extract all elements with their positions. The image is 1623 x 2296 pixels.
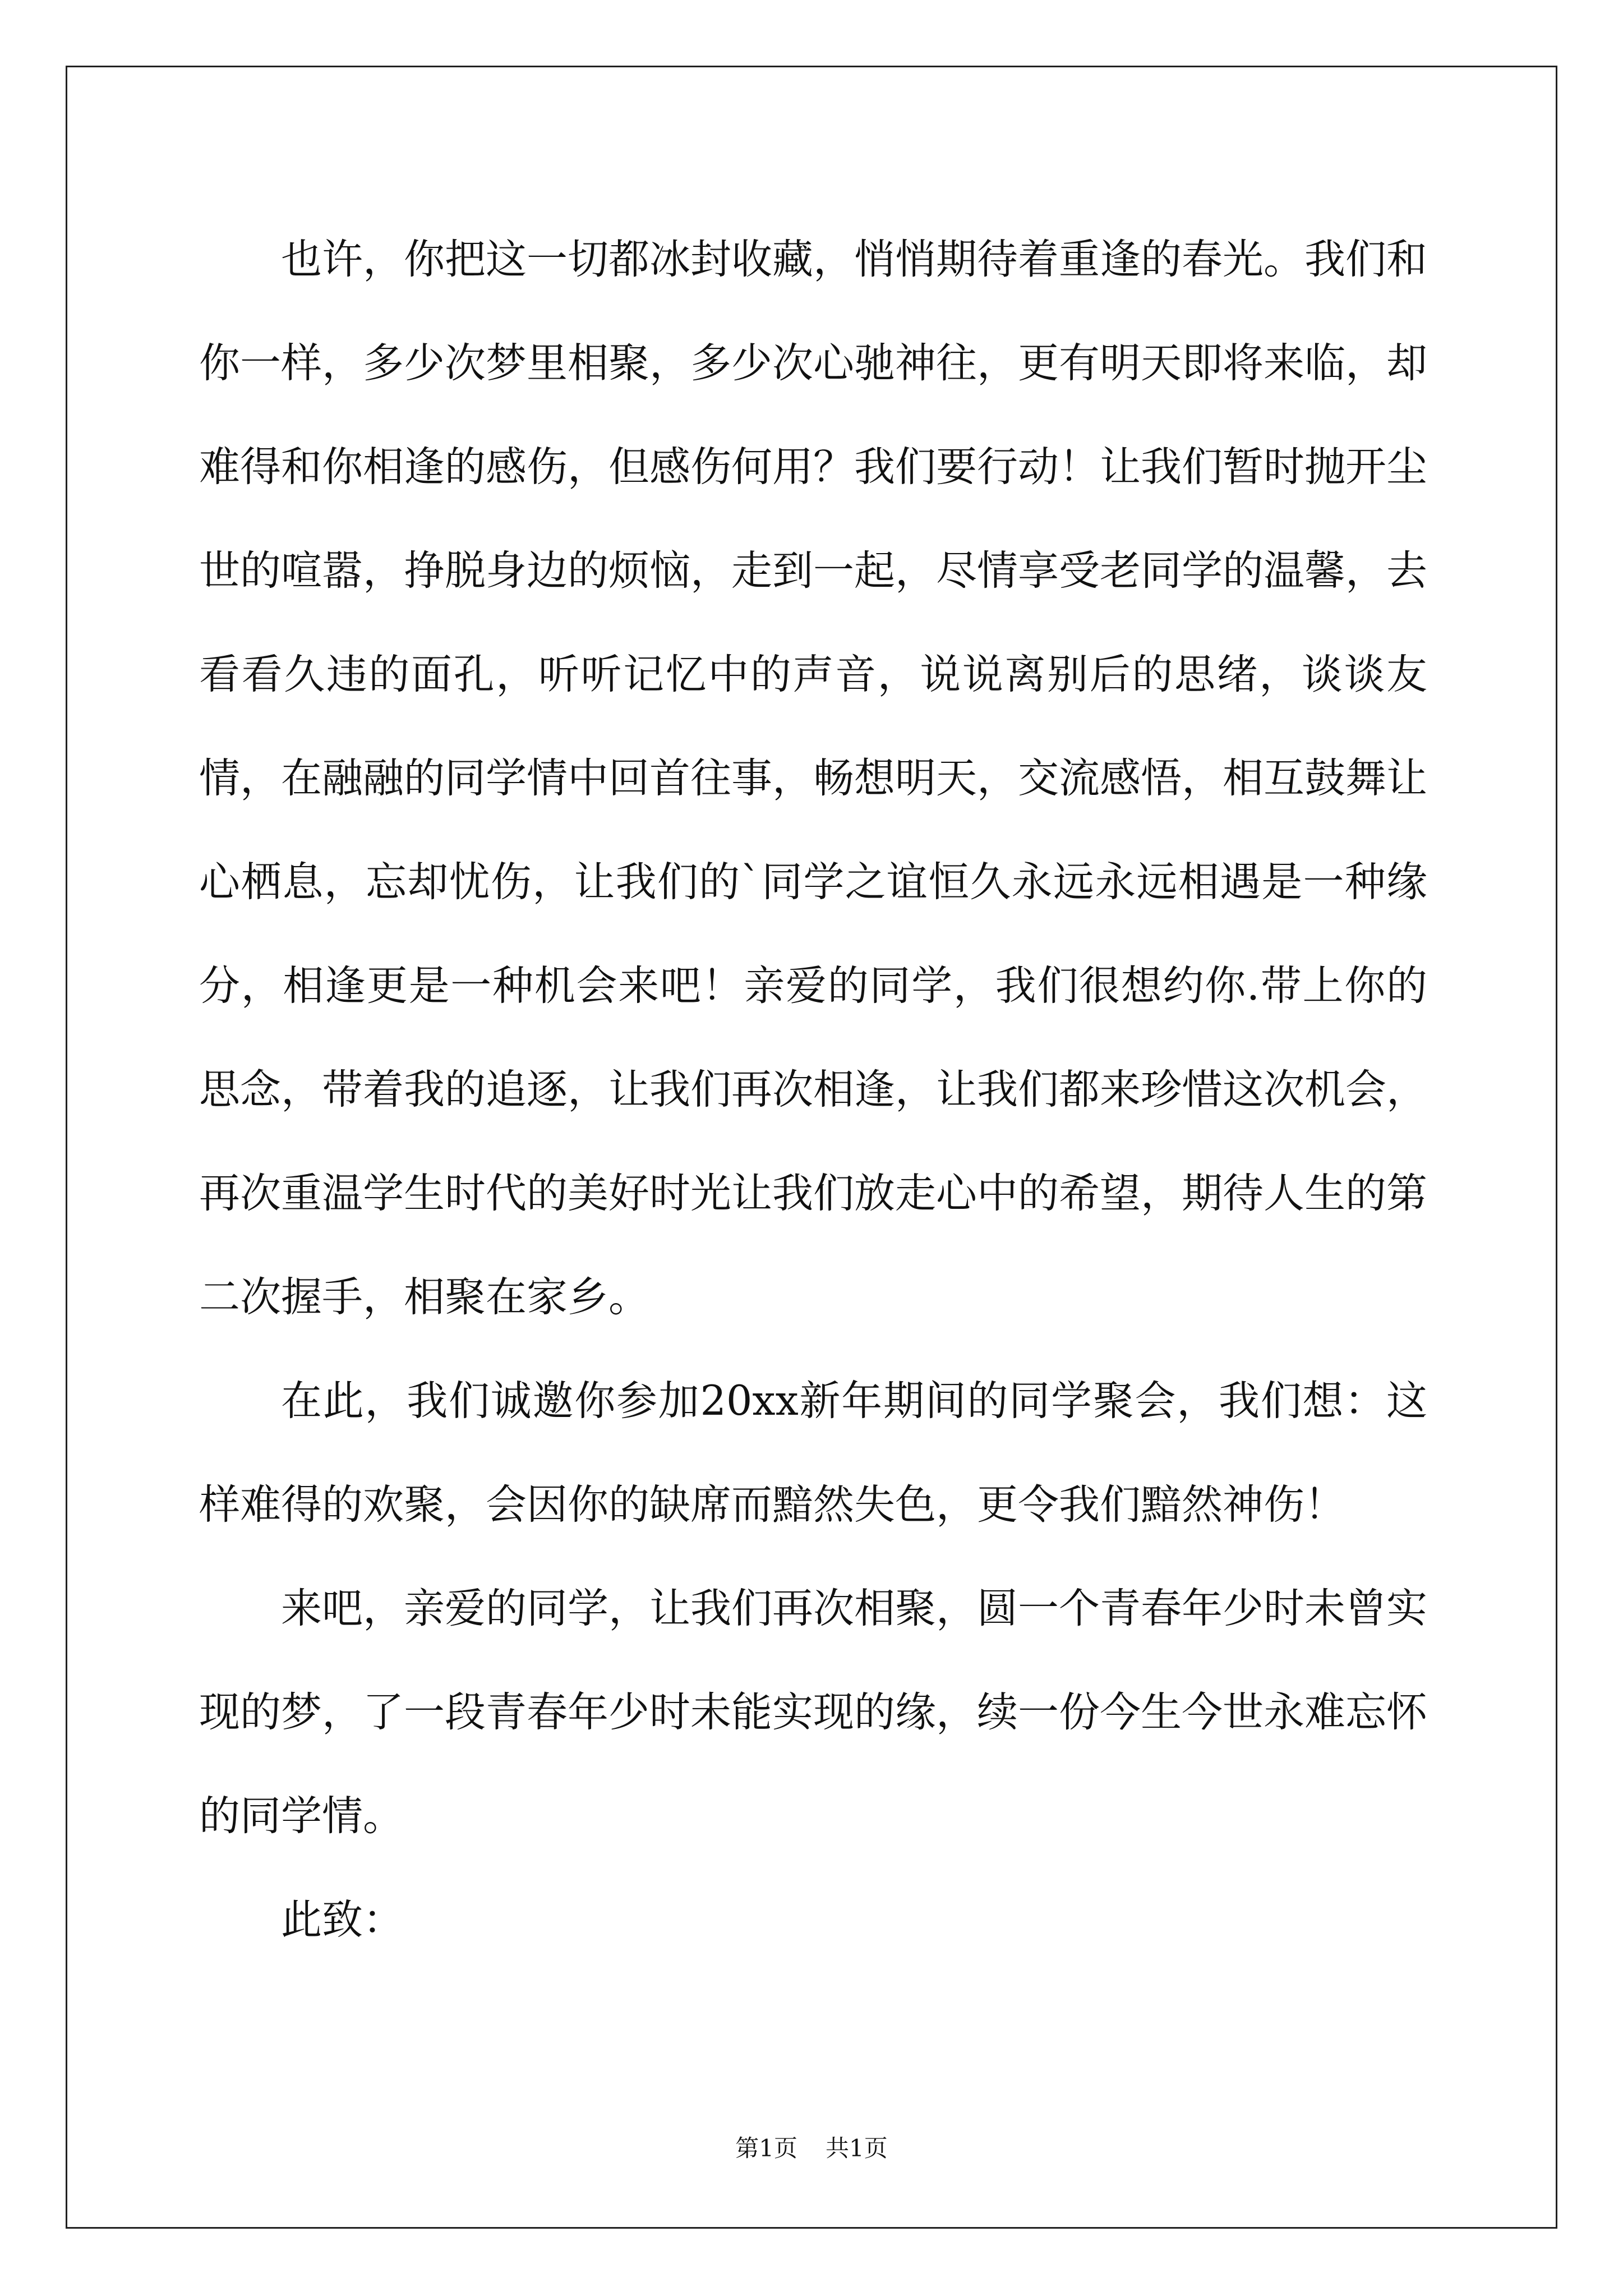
paragraph-reunion-invitation: 也许，你把这一切都冰封收藏，悄悄期待着重逢的春光。我们和你一样，多少次梦里相聚，多少次心驰神往，更有明天即将来临，却难得和你相逢的感伤，但感伤何用？我们要行动！让我们暂时抛开尘世的喧嚣，挣脱身边的烦恼，走到一起，尽情享受老同学的温馨，去看看久违的面孔，听听记忆中的声音，说说离别后的思绪，谈谈友情，在融融的同学情中回首往事，畅想明天，交流感悟，相互鼓舞让心栖息，忘却忧伤，让我们的`同学之谊恒久永远永远相遇是一种缘分，相逢更是一种机会来吧！亲爱的同学，我们很想约你.带上你的思念，带着我的追逐，让我们再次相逢，让我们都来珍惜这次机会，再次重温学生时代的美好时光让我们放走心中的希望，期待人生的第二次握手，相聚在家乡。: [199, 236, 1427, 1321]
paragraph-come-together: 来吧，亲爱的同学，让我们再次相聚，圆一个青春年少时未曾实现的梦，了一段青春年少时未能实现的缘，续一份今生今世永难忘怀的同学情。: [199, 1585, 1427, 1840]
page-total: 共1页: [826, 2134, 888, 2162]
page-footer: [0, 2132, 1623, 2165]
document-body: [199, 208, 1427, 1972]
page-number: 第1页: [735, 2134, 797, 2162]
paragraph-salutation: 此致：: [281, 1896, 404, 1944]
paragraph-new-year-gathering: 在此，我们诚邀你参加20xx新年期间的同学聚会，我们想：这样难得的欢聚，会因你的缺席而黯然失色，更令我们黯然神伤！: [199, 1377, 1427, 1529]
